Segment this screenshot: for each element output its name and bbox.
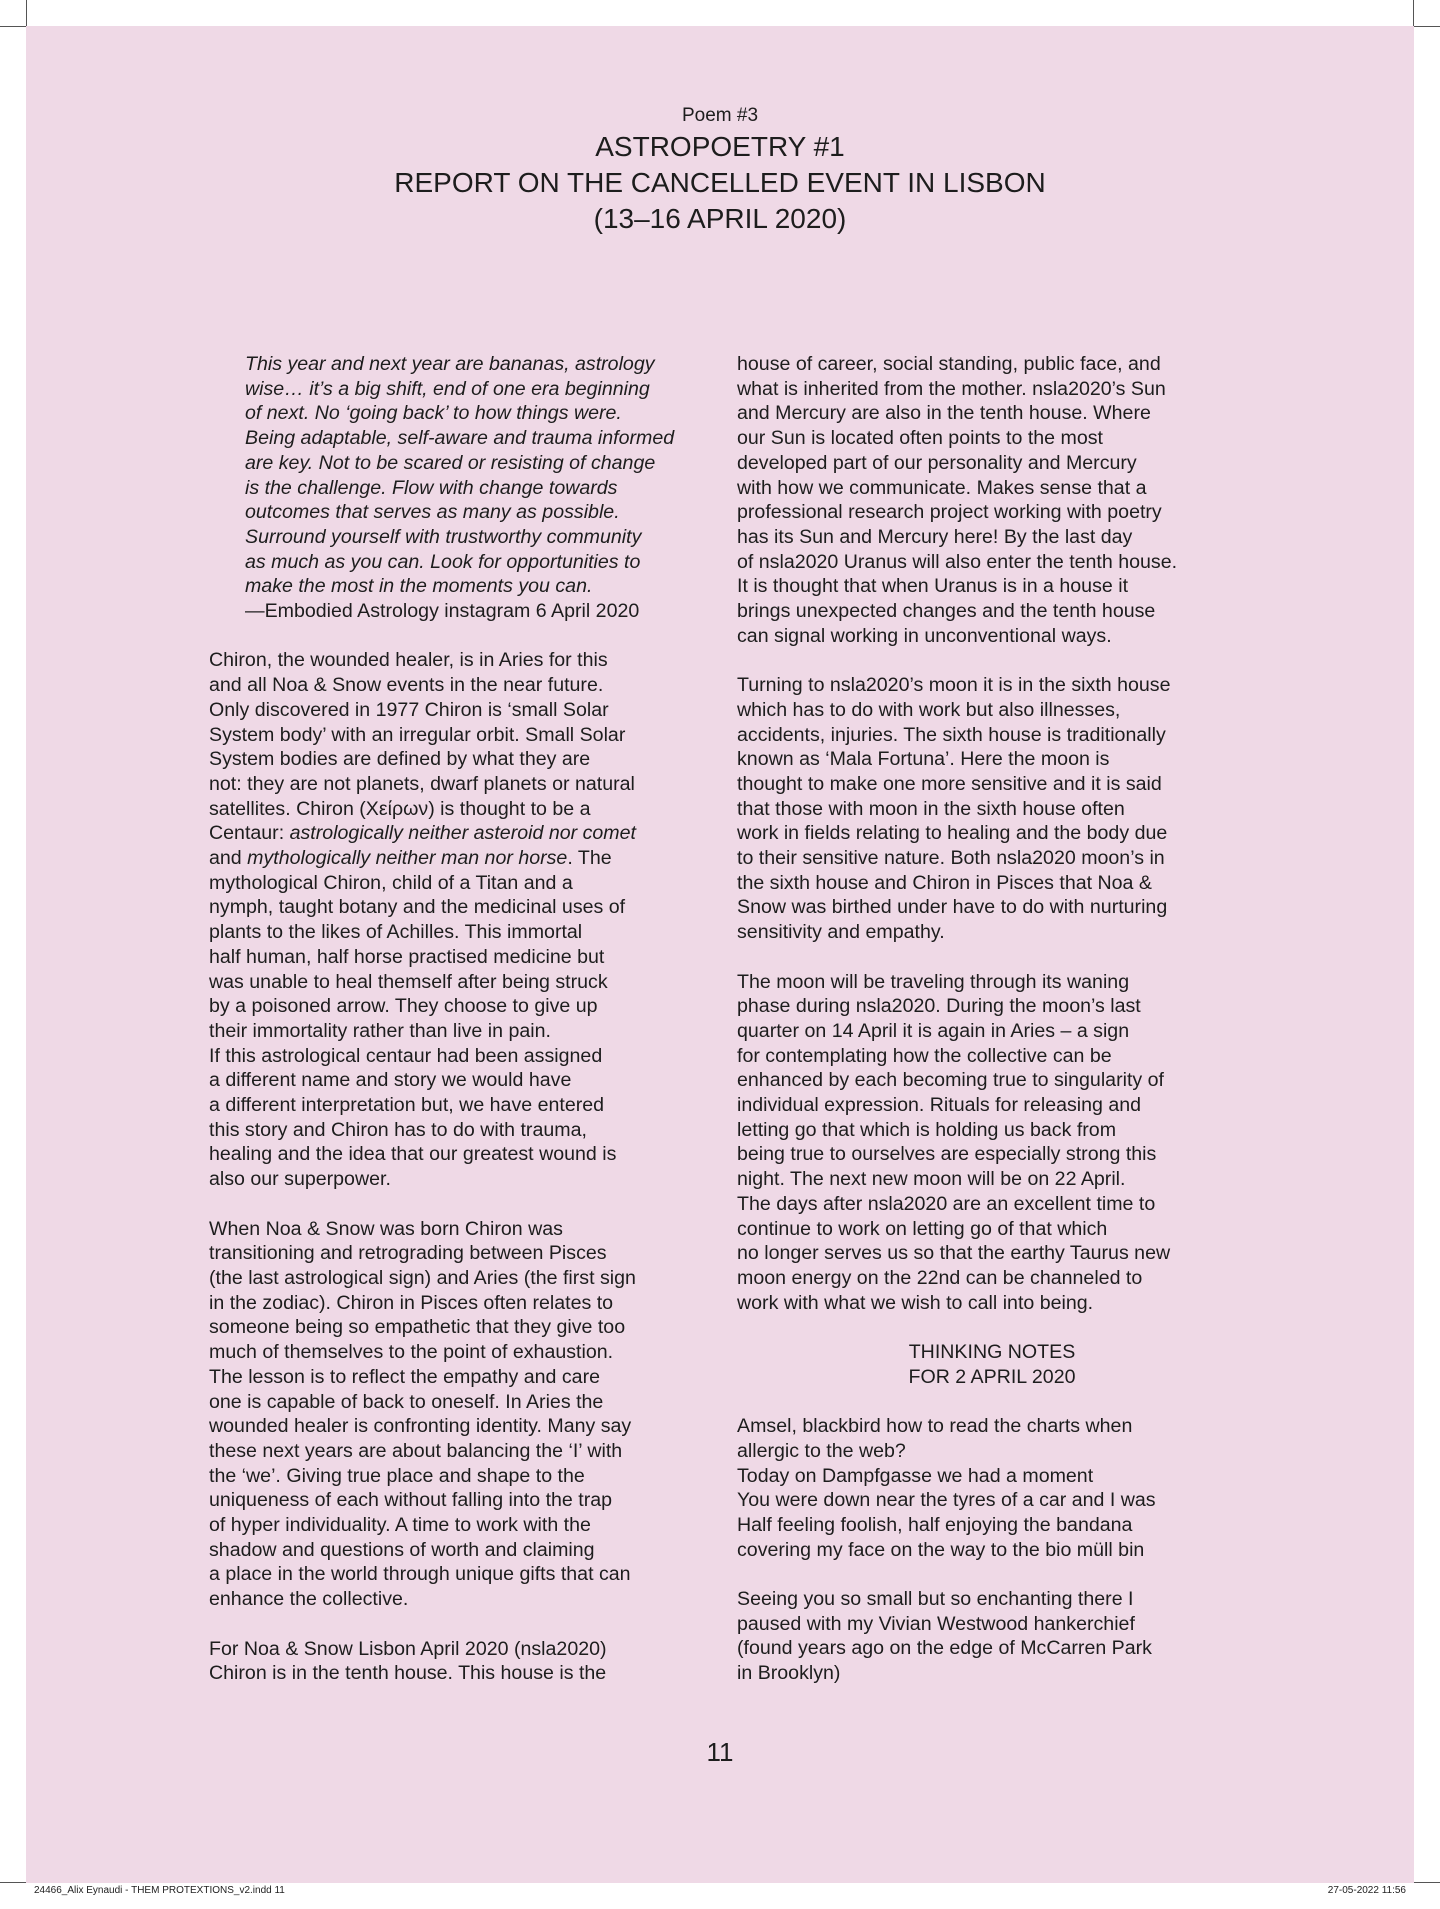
text-line: professional research project working with poetry <box>737 501 1162 524</box>
paragraph-line: Centaur: astrologically neither asteroid nor comet <box>209 822 636 845</box>
text-line: Chiron is in the tenth house. This house is the <box>209 1662 607 1685</box>
paragraph-birth <box>209 1217 714 1612</box>
text-line: are key. Not to be scared or resisting of change <box>245 451 656 474</box>
text-line: work in fields relating to healing and the body due <box>737 822 1168 845</box>
text-line: The moon will be traveling through its waning <box>737 970 1130 993</box>
text-line: the ‘we’. Giving true place and shape to the <box>209 1464 585 1487</box>
text-line: of hyper individuality. A time to work with the <box>209 1514 591 1537</box>
text-line: phase during nsla2020. During the moon’s last <box>737 995 1141 1018</box>
text-line: brings unexpected changes and the tenth house <box>737 600 1156 623</box>
text-line: and all Noa & Snow events in the near future. <box>209 674 604 697</box>
text-line: The days after nsla2020 are an excellent time to <box>737 1192 1156 1215</box>
paragraph-moon <box>737 673 1247 945</box>
poem-title-line-3: (13–16 APRIL 2020) <box>593 203 847 234</box>
text-line: (found years ago on the edge of McCarren Park <box>737 1637 1152 1660</box>
text-line: Amsel, blackbird how to read the charts when <box>737 1415 1133 1438</box>
poem-label: Poem #3 <box>681 105 759 126</box>
text-line: that those with moon in the sixth house often <box>737 797 1125 820</box>
paragraph-lines <box>209 871 714 1192</box>
text-line: paused with my Vivian Westwood hankerchief <box>737 1612 1135 1635</box>
text-line: Turning to nsla2020’s moon it is in the sixth house <box>737 674 1171 697</box>
text-line: what is inherited from the mother. nsla2020’s Sun <box>737 377 1166 400</box>
text-line: nymph, taught botany and the medicinal uses of <box>209 896 626 919</box>
text-line: a different name and story we would have <box>209 1069 572 1092</box>
text-line: Only discovered in 1977 Chiron is ‘small Solar <box>209 698 609 721</box>
text-line: If this astrological centaur had been assigned <box>209 1044 603 1067</box>
text-line: Seeing you so small but so enchanting there I <box>737 1588 1134 1611</box>
text-line: Being adaptable, self-aware and trauma informed <box>245 427 675 450</box>
crop-mark <box>1413 0 1414 26</box>
paragraph-line: and mythologically neither man nor horse. The <box>209 847 612 870</box>
paragraph-chiron <box>209 648 714 1191</box>
text-line: letting go that which is holding us back from <box>737 1118 1117 1141</box>
text-line: is the challenge. Flow with change towards <box>245 476 618 499</box>
text-line: continue to work on letting go of that which <box>737 1217 1108 1240</box>
text-line: known as ‘Mala Fortuna’. Here the moon is <box>737 748 1110 771</box>
text-line: Snow was birthed under have to do with nurturing <box>737 896 1168 919</box>
paragraph-tenth-house <box>209 1637 714 1686</box>
poem-title-line-2: REPORT ON THE CANCELLED EVENT IN LISBON <box>394 167 1046 198</box>
text-line: and Mercury are also in the tenth house. Where <box>737 402 1151 425</box>
text-line: these next years are about balancing the ‘I’ with <box>209 1439 623 1462</box>
crop-mark <box>1414 1882 1440 1883</box>
text-line: This year and next year are bananas, astrology <box>245 353 655 375</box>
text-line: the sixth house and Chiron in Pisces that Noa & <box>737 871 1152 894</box>
text-line: mythological Chiron, child of a Titan and a <box>209 871 573 894</box>
text-line: Today on Dampfgasse we had a moment <box>737 1464 1094 1487</box>
text-line: was unable to heal themself after being struck <box>209 970 608 993</box>
text-line: System bodies are defined by what they are <box>209 748 591 771</box>
text-line: a different interpretation but, we have entered <box>209 1094 605 1117</box>
subheading-line: THINKING NOTES <box>908 1341 1076 1364</box>
text-line: quarter on 14 April it is again in Aries – a sign <box>737 1019 1130 1042</box>
text-line: You were down near the tyres of a car and I was <box>737 1489 1156 1512</box>
text-line: of nsla2020 Uranus will also enter the tenth house. <box>737 550 1178 573</box>
left-column <box>209 352 714 1686</box>
epigraph-lines <box>245 352 714 599</box>
text-line: can signal working in unconventional ways. <box>737 624 1112 647</box>
text-line: covering my face on the way to the bio müll bin <box>737 1538 1145 1561</box>
text-line: moon energy on the 22nd can be channeled to <box>737 1266 1143 1289</box>
poem-header <box>0 103 1440 237</box>
poem-title-line-1: ASTROPOETRY #1 <box>595 131 845 162</box>
text-line: in the zodiac). Chiron in Pisces often relates to <box>209 1291 614 1314</box>
subheading-thinking-notes <box>737 1340 1247 1389</box>
epigraph <box>209 352 714 624</box>
text-line: enhance the collective. <box>209 1588 409 1611</box>
text-line: developed part of our personality and Mercury <box>737 451 1137 474</box>
text-line: transitioning and retrograding between Pisces <box>209 1242 607 1265</box>
poem-stanza-1 <box>737 1414 1247 1562</box>
text-line: by a poisoned arrow. They choose to give up <box>209 995 598 1018</box>
text-line: much of themselves to the point of exhaustion. <box>209 1341 614 1364</box>
text-line: not: they are not planets, dwarf planets or natural <box>209 772 635 795</box>
text-line: this story and Chiron has to do with trauma, <box>209 1118 587 1141</box>
text-line: uniqueness of each without falling into the trap <box>209 1489 613 1512</box>
text-line: Chiron, the wounded healer, is in Aries for this <box>209 649 608 672</box>
text-line: of next. No ‘going back’ to how things were. <box>245 402 622 425</box>
text-line: Surround yourself with trustworthy community <box>245 525 642 548</box>
slug-file-info: 24466_Alix Eynaudi - THEM PROTEXTIONS_v2.indd 11 <box>34 1885 285 1896</box>
text-line: allergic to the web? <box>737 1439 906 1462</box>
crop-mark <box>0 26 26 27</box>
epigraph-attribution: —Embodied Astrology instagram 6 April 2020 <box>245 600 640 623</box>
right-column <box>737 352 1247 1686</box>
text-line: also our superpower. <box>209 1168 391 1191</box>
text-line: shadow and questions of worth and claiming <box>209 1538 595 1561</box>
subheading-line: FOR 2 APRIL 2020 <box>908 1365 1076 1388</box>
text-line: being true to ourselves are especially strong this <box>737 1143 1157 1166</box>
paragraph-career <box>737 352 1247 648</box>
text-line: thought to make one more sensitive and it is said <box>737 772 1162 795</box>
text-line: to their sensitive nature. Both nsla2020 moon’s in <box>737 847 1165 870</box>
paragraph-waning <box>737 970 1247 1316</box>
text-line: accidents, injuries. The sixth house is traditionally <box>737 723 1166 746</box>
crop-mark <box>26 0 27 26</box>
text-line: When Noa & Snow was born Chiron was <box>209 1217 563 1240</box>
text-line: It is thought that when Uranus is in a house it <box>737 575 1129 598</box>
text-line: System body’ with an irregular orbit. Small Solar <box>209 723 626 746</box>
text-line: in Brooklyn) <box>737 1662 841 1685</box>
text-line: with how we communicate. Makes sense that a <box>737 476 1147 499</box>
text-line: outcomes that serves as many as possible. <box>245 501 620 524</box>
text-line: Half feeling foolish, half enjoying the bandana <box>737 1513 1133 1536</box>
text-line: house of career, social standing, public face, and <box>737 353 1161 375</box>
text-line: sensitivity and empathy. <box>737 921 945 944</box>
text-line: someone being so empathetic that they give too <box>209 1316 626 1339</box>
poem-stanza-2 <box>737 1587 1247 1686</box>
text-line: as much as you can. Look for opportunities to <box>245 550 641 573</box>
text-line: which has to do with work but also illnesses, <box>737 698 1121 721</box>
slug-date: 27-05-2022 11:56 <box>1327 1885 1406 1896</box>
text-line: night. The next new moon will be on 22 April. <box>737 1168 1126 1191</box>
text-line: wise… it’s a big shift, end of one era beginning <box>245 377 650 400</box>
text-line: for contemplating how the collective can be <box>737 1044 1112 1067</box>
text-line: work with what we wish to call into being. <box>737 1291 1094 1314</box>
text-line: For Noa & Snow Lisbon April 2020 (nsla2020) <box>209 1637 607 1660</box>
text-line: The lesson is to reflect the empathy and care <box>209 1365 600 1388</box>
text-line: their immortality rather than live in pain. <box>209 1019 551 1042</box>
text-line: healing and the idea that our greatest wound is <box>209 1143 617 1166</box>
page-number: 11 <box>706 1737 734 1767</box>
crop-mark <box>1414 26 1440 27</box>
text-line: (the last astrological sign) and Aries (the first sign <box>209 1266 636 1289</box>
text-line: our Sun is located often points to the most <box>737 427 1103 450</box>
text-line: a place in the world through unique gifts that can <box>209 1563 631 1586</box>
text-line: half human, half horse practised medicine but <box>209 945 605 968</box>
text-line: enhanced by each becoming true to singularity of <box>737 1069 1164 1092</box>
text-line: make the most in the moments you can. <box>245 575 593 598</box>
text-line: has its Sun and Mercury here! By the last day <box>737 525 1133 548</box>
text-line: individual expression. Rituals for releasing and <box>737 1094 1142 1117</box>
text-line: one is capable of back to oneself. In Aries the <box>209 1390 604 1413</box>
text-line: satellites. Chiron (Χείρων) is thought to be a <box>209 797 591 820</box>
crop-mark <box>0 1882 26 1883</box>
text-line: no longer serves us so that the earthy Taurus new <box>737 1242 1171 1265</box>
text-line: plants to the likes of Achilles. This immortal <box>209 921 583 944</box>
text-line: wounded healer is confronting identity. Many say <box>209 1415 632 1438</box>
paragraph-lines <box>209 648 714 821</box>
